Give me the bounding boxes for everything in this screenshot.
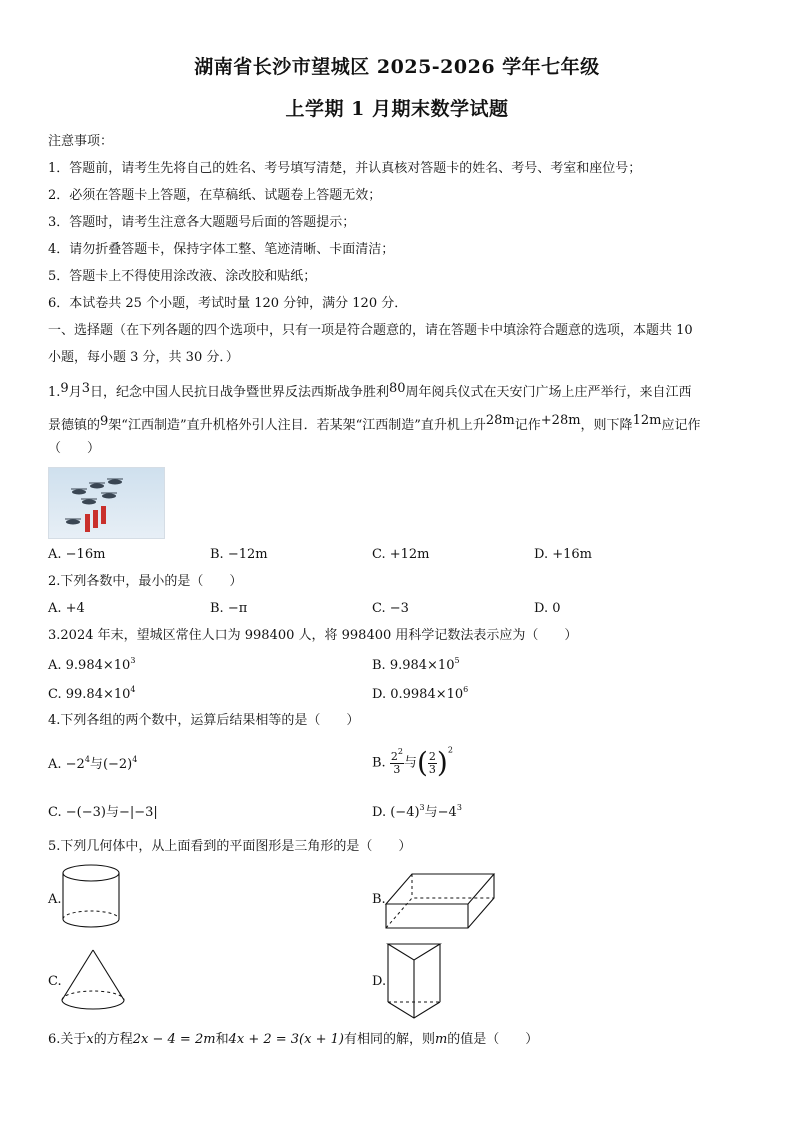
q1-text: 周年阅兵仪式在天安门广场上庄严举行，来自江西 [405,385,692,400]
q4-exponent: 2 [397,746,403,756]
q1-math: 9 [100,414,109,429]
q2-option-b[interactable]: B. −π [210,601,248,616]
q1-option-a[interactable]: A. −16m [48,547,106,562]
notice-item-4: 4．请勿折叠答题卡，保持字体工整、笔迹清晰、卡面清洁； [48,242,395,257]
q3-option-label: A. [48,658,66,673]
q1-text: 架“江西制造”直升机格外引人注目．若某架“江西制造”直升机上升 [108,418,486,433]
q1-text: 月 [68,385,82,400]
notice-item-1: 1．答题前，请考生先将自己的姓名、考号填写清楚，并认真核对答题卡的姓名、考号、考室和座位号； [48,161,642,176]
notice-heading: 注意事项： [48,134,114,149]
q4-conj: 与 [424,805,438,820]
question-5-stem: 5.下列几何体中，从上面看到的平面图形是三角形的是（ ） [48,839,412,854]
question-1-line1 [48,380,692,402]
q4-exponent: 2 [447,745,453,755]
exam-title-line1: 湖南省长沙市望城区 2025-2026 学年七年级 [194,56,600,78]
q4-left-paren: ( [416,746,428,779]
q4-numerator: 2 [428,749,436,763]
q6-text: 的值是（ ） [447,1032,539,1047]
q4-conj: 与 [105,805,119,820]
question-2-stem: 2.下列各数中，最小的是（ ） [48,574,243,589]
q3-option-c[interactable] [48,685,136,705]
q3-option-value: 0.9984×10 [390,687,464,702]
q1-math: 28m [485,413,515,428]
q1-text: 1. [48,385,61,400]
exam-title-line2: 上学期 1 月期末数学试题 [285,98,509,120]
q4-option-label: D. [372,805,391,820]
q4-option-d[interactable] [372,803,462,823]
q5-option-b-label[interactable]: B. [372,892,386,907]
q4-exponent: 4 [132,755,138,764]
cuboid-figure [384,868,498,936]
q5-option-d-label[interactable]: D. [372,974,387,989]
q1-text: 应记作 [661,418,701,433]
q4-denominator: 3 [428,762,436,776]
q1-math: 80 [389,381,406,396]
q3-option-exponent: 6 [463,685,469,694]
q3-option-exponent: 3 [130,656,136,665]
q4-exponent: 3 [456,803,462,812]
q2-option-d[interactable]: D. 0 [534,601,561,616]
q6-math: x [86,1032,94,1047]
q4-exponent: 3 [419,803,425,812]
q4-numerator: 2 [390,749,398,763]
cone-figure [58,948,128,1018]
q6-text: 和 [215,1032,229,1047]
q4-fraction-right [428,751,437,776]
question-1-paren: （ ） [48,441,101,456]
q3-option-value: 9.984×10 [389,658,455,673]
q1-text: 日，纪念中国人民抗日战争暨世界反法西斯战争胜利 [89,385,389,400]
q1-option-b[interactable]: B. −12m [210,547,268,562]
q3-option-b[interactable] [372,656,460,676]
q5-option-a-label[interactable]: A. [48,892,62,907]
q1-text: 记作 [514,418,541,433]
q3-option-label: D. [372,687,391,702]
q4-option-label: C. [48,805,66,820]
q1-math: 12m [632,413,662,428]
cylinder-figure [58,862,124,932]
notice-item-6: 6．本试卷共 25 个小题，考试时量 120 分钟，满分 120 分． [48,296,408,311]
q1-option-d[interactable]: D. +16m [534,547,592,562]
q1-text: ，则下降 [580,418,633,433]
notice-item-5: 5．答题卡上不得使用涂改液、涂改胶和贴纸； [48,269,317,284]
q3-option-d[interactable] [372,685,468,705]
q4-expr: (−2) [102,757,133,772]
q3-option-label: B. [372,658,390,673]
q4-fraction-left [390,746,404,776]
q4-expr: −|−3| [118,805,158,820]
q3-option-label: C. [48,687,66,702]
q3-option-exponent: 4 [130,685,136,694]
q4-option-a[interactable] [48,755,137,775]
helicopter-photo [48,467,165,539]
q1-text: 景德镇的 [48,418,101,433]
q4-option-label: A. [48,757,66,772]
triangular-prism-figure [384,940,444,1022]
question-1-line2 [48,412,700,435]
q3-option-exponent: 5 [454,656,460,665]
q4-option-c[interactable] [48,803,158,823]
q6-equation-1: 2x − 4 = 2m [132,1032,216,1047]
q4-expr: (−4) [390,805,420,820]
q3-option-a[interactable] [48,656,135,676]
section1-heading-cont: 小题，每小题 3 分，共 30 分．） [48,350,239,365]
q4-expr: −(−3) [65,805,106,820]
q6-text: 有相同的解，则 [343,1032,435,1047]
q3-option-value: 99.84×10 [65,687,131,702]
q4-expr: −2 [65,757,85,772]
q1-math: 3 [81,381,90,396]
q2-option-c[interactable]: C. −3 [372,601,409,616]
q5-option-c-label[interactable]: C. [48,974,62,989]
q1-math: +28m [540,413,581,428]
question-3-stem: 3.2024 年末，望城区常住人口为 998400 人，将 998400 用科学记数法表示应为（ ） [48,628,578,643]
q2-option-a[interactable]: A. +4 [48,601,85,616]
q4-option-label: B. [372,755,390,771]
q4-exponent: 4 [84,755,90,764]
notice-item-3: 3．答题时，请考生注意各大题题号后面的答题提示； [48,215,356,230]
q4-conj: 与 [89,757,103,772]
q4-expr: −4 [437,805,457,820]
q4-denominator: 3 [393,762,401,776]
question-6-stem [48,1031,538,1049]
q4-conj: 与 [403,755,417,771]
q6-text: 6.关于 [48,1032,87,1047]
q6-equation-2: 4x + 2 = 3(x + 1) [228,1032,344,1047]
q4-option-b[interactable] [372,745,453,782]
q1-option-c[interactable]: C. +12m [372,547,430,562]
q4-right-paren: ) [436,746,448,779]
question-4-stem: 4.下列各组的两个数中，运算后结果相等的是（ ） [48,713,360,728]
q1-math: 9 [60,381,69,396]
q6-math: m [434,1032,448,1047]
notice-item-2: 2．必须在答题卡上答题，在草稿纸、试题卷上答题无效； [48,188,382,203]
q3-option-value: 9.984×10 [65,658,131,673]
section1-heading: 一、选择题（在下列各题的四个选项中，只有一项是符合题意的，请在答题卡中填涂符合题意的选项，本题共 10 [48,323,693,338]
q6-text: 的方程 [93,1032,133,1047]
